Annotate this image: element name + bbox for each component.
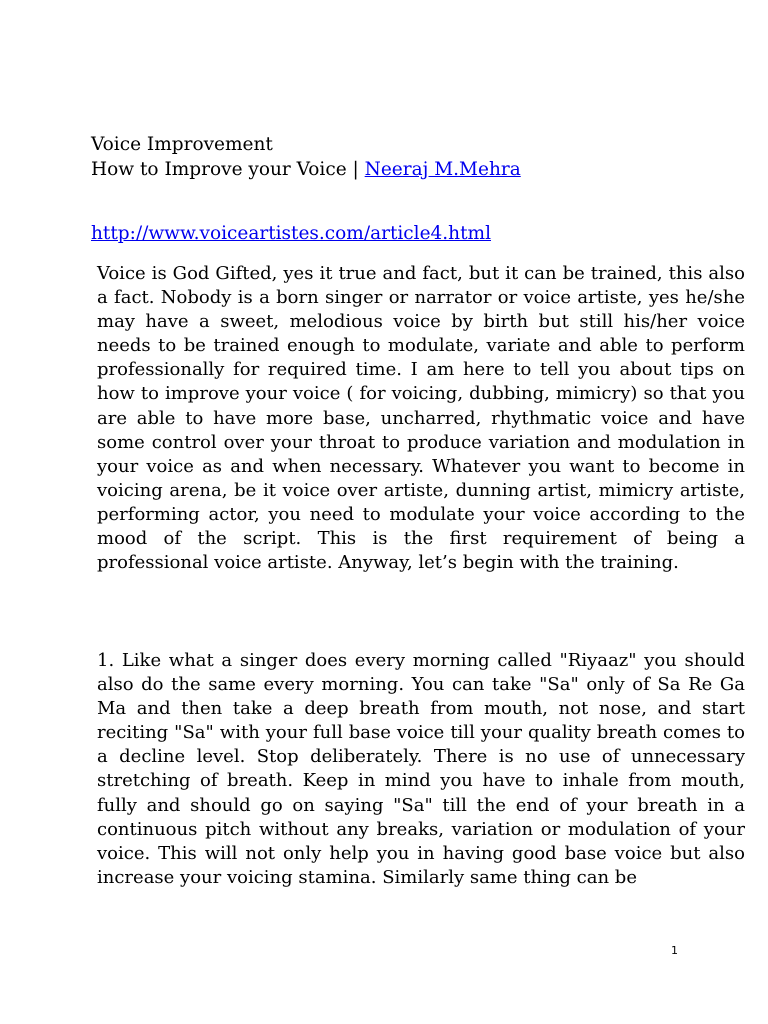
subtitle-text: How to Improve your Voice | [91, 159, 365, 180]
body-paragraph-step-1: 1. Like what a singer does every morning called "Riyaaz" you should also do the same every morning. You can take "Sa" only of Sa Re Ga Ma and then take a deep breath from mouth, not nose, and start reciting "Sa" with your full base voice till your quality breath comes to a decline level. Stop deliberately. There is no use of unnecessary stretching of breath. Keep in mind you have to inhale from mouth, fully and should go on saying "Sa" till the end of your breath in a continuous pitch without any breaks, variation or modulation of your voice. This will not only help you in having good base voice but also increase your voicing stamina. Similarly same thing can be [97, 650, 745, 888]
source-url-link[interactable]: http://www.voiceartistes.com/article4.html [91, 223, 491, 244]
document-title: Voice Improvement [91, 134, 273, 155]
author-link[interactable]: Neeraj M.Mehra [364, 159, 521, 180]
body-paragraph-intro: Voice is God Gifted, yes it true and fact, but it can be trained, this also a fact. Nobody is a born singer or narrator or voice artiste, yes he/she may have a sweet, melodious voice by birth but still his/her voice needs to be trained enough to modulate, variate and able to perform professionally for required time. I am here to tell you about tips on how to improve your voice ( for voicing, dubbing, mimicry) so that you are able to have more base, uncharred, rhythmatic voice and have some control over your throat to produce variation and modulation in your voice as and when necessary. Whatever you want to become in voicing arena, be it voice over artiste, dunning artist, mimicry artiste, performing actor, you need to modulate your voice according to the mood of the script. This is the first requirement of being a professional voice artiste. Anyway, let’s begin with the training. [97, 263, 745, 574]
document-subtitle [91, 158, 521, 182]
page-number: 1 [671, 944, 678, 957]
